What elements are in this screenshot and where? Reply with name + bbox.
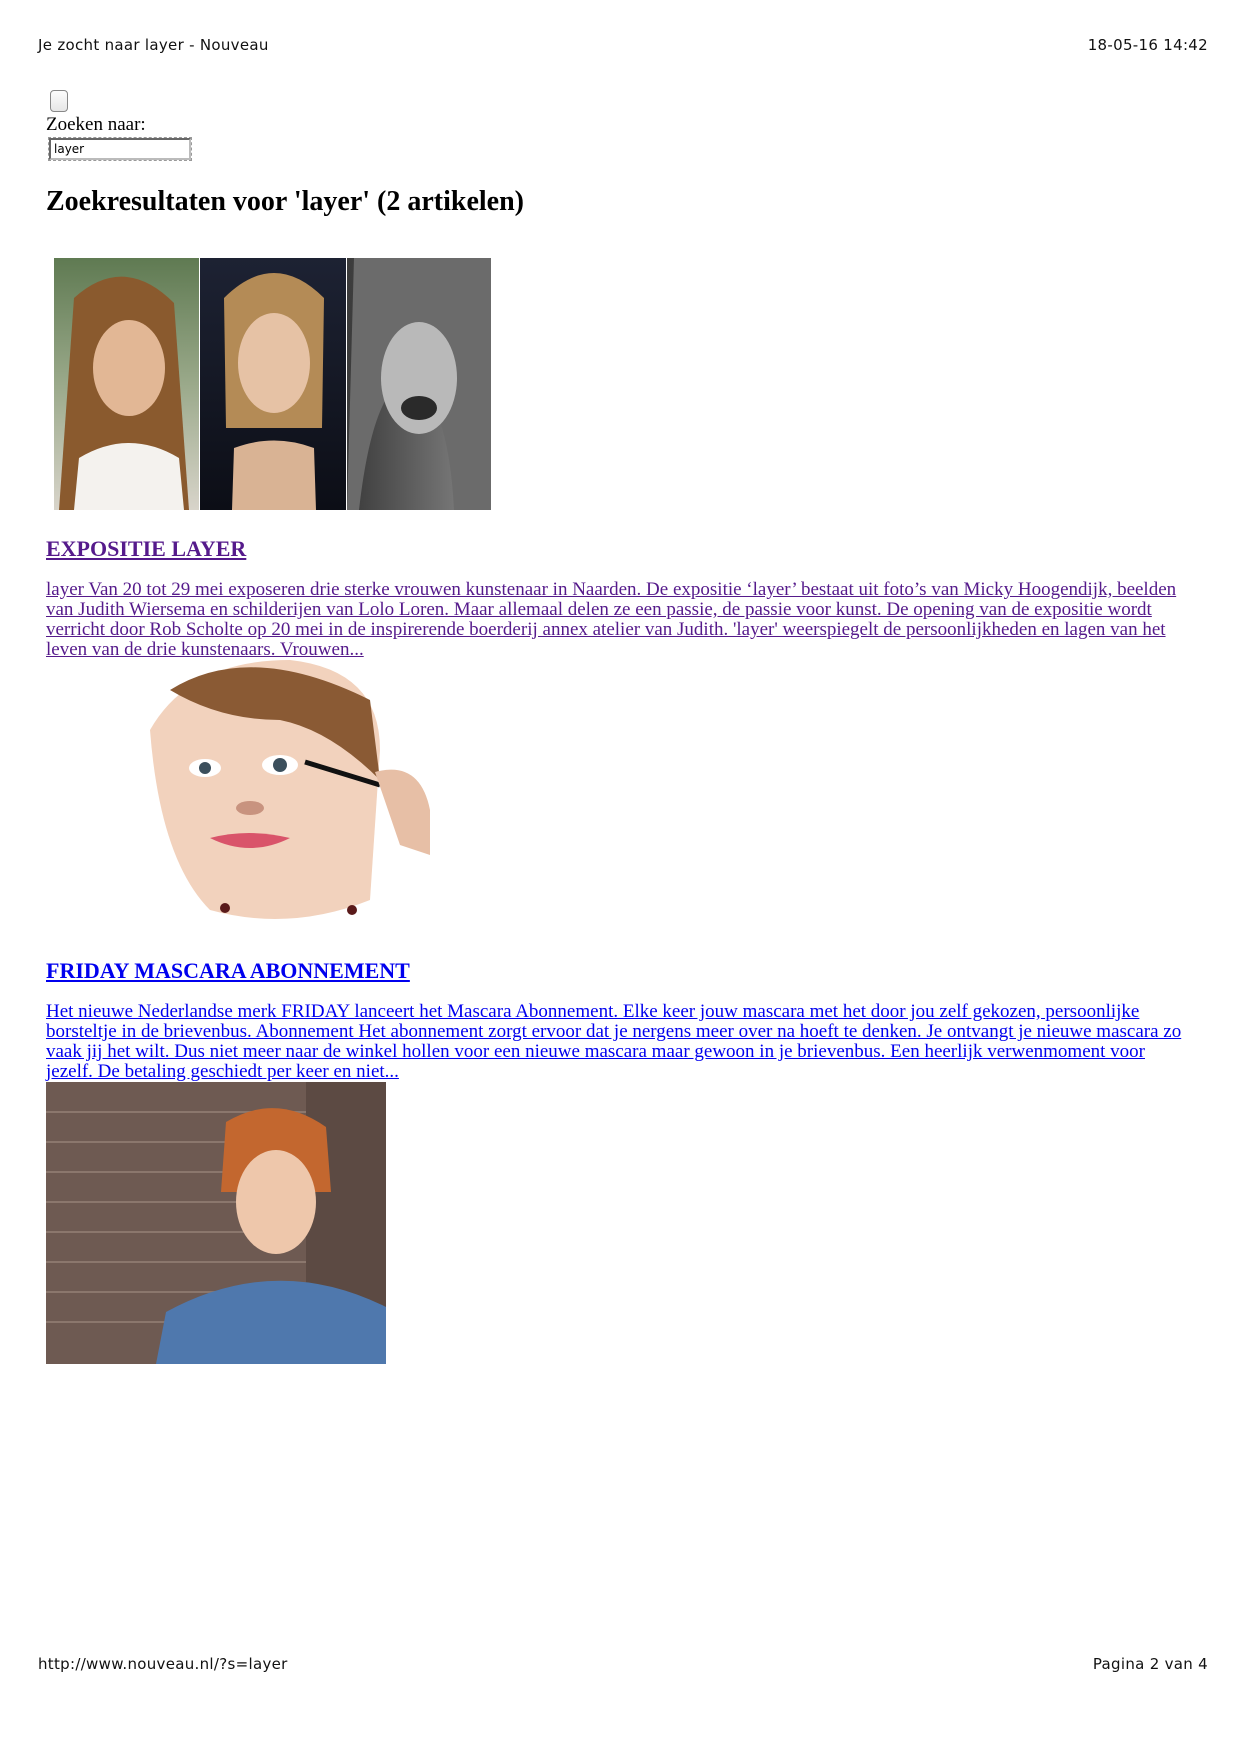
search-input[interactable] xyxy=(49,138,191,160)
result-1-image-link[interactable] xyxy=(54,258,491,510)
print-url: http://www.nouveau.nl/?s=layer xyxy=(38,1655,288,1673)
result-3-thumbnail xyxy=(46,1082,386,1364)
result-2-thumbnail xyxy=(130,660,470,932)
result-2-excerpt[interactable]: Het nieuwe Nederlandse merk FRIDAY lanceert het Mascara Abonnement. Elke keer jouw mascara met het door jou zelf gekozen, persoonlijke borsteltje in de brievenbus. Abonnement Het abonnement zorgt ervoor dat je nergens meer over na hoeft te denken. Je ontvangt je nieuwe mascara zo vaak jij het wilt. Dus niet meer naar de winkel hollen voor een nieuwe mascara maar gewoon in je brievenbus. Een heerlijk verwenmoment voor jezelf. De betaling geschiedt per keer en niet... xyxy=(46,1001,1182,1082)
result-1-excerpt[interactable]: layer Van 20 tot 29 mei exposeren drie sterke vrouwen kunstenaar in Naarden. De expositie ‘layer’ bestaat uit foto’s van Micky Hoogendijk, beelden van Judith Wiersema en schilderijen van Lolo Loren. Maar allemaal delen ze een passie, de passie voor kunst. De opening van de expositie wordt verricht door Rob Scholte op 20 mei in de inspirerende boerderij annex atelier van Judith. 'layer' weerspiegelt de persoonlijkheden en lagen van het leven van de drie kunstenaars. Vrouwen... xyxy=(46,579,1177,660)
result-3-image-link[interactable] xyxy=(46,1082,386,1364)
print-header xyxy=(38,36,1208,54)
menu-toggle-checkbox[interactable] xyxy=(50,90,68,112)
main-content xyxy=(46,90,1196,1364)
print-footer xyxy=(38,1655,1208,1673)
print-page-title: Je zocht naar layer - Nouveau xyxy=(38,36,269,54)
result-2-image-link[interactable] xyxy=(130,660,470,932)
result-1-title[interactable]: EXPOSITIE LAYER xyxy=(46,536,247,561)
print-page-number: Pagina 2 van 4 xyxy=(1092,1655,1208,1673)
print-datetime: 18-05-16 14:42 xyxy=(1087,36,1208,54)
result-2-title[interactable]: FRIDAY MASCARA ABONNEMENT xyxy=(46,958,410,983)
result-1-thumbnail xyxy=(54,258,491,510)
search-label: Zoeken naar: xyxy=(46,114,146,135)
results-heading: Zoekresultaten voor 'layer' (2 artikelen) xyxy=(46,186,524,217)
